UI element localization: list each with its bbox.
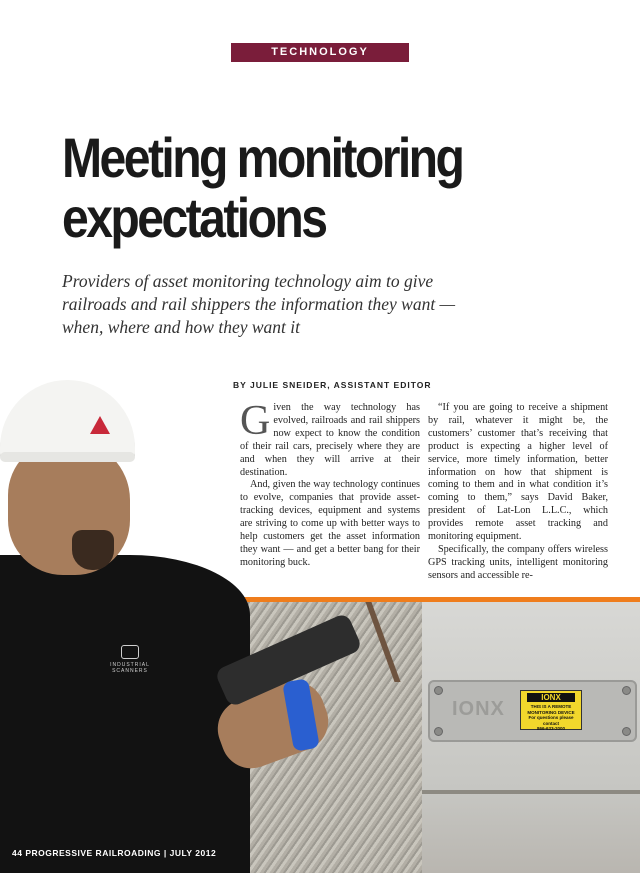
- railcar-seam: [422, 790, 640, 794]
- man-shirt: [0, 555, 250, 873]
- body-column-2: [428, 402, 608, 583]
- dropcap: G: [240, 398, 271, 444]
- section-tag: TECHNOLOGY: [231, 43, 409, 62]
- screw-icon: [622, 686, 631, 695]
- hardhat-brim: [0, 452, 135, 462]
- screw-icon: [622, 727, 631, 736]
- hardhat: [0, 380, 135, 460]
- shirt-logo: INDUSTRIAL SCANNERS: [100, 645, 160, 674]
- body-column-1: [240, 398, 420, 570]
- paragraph: “If you are going to receive a shipment by rail, whatever it might be, the customers’ customer that’s receiving that product is expecting a higher level of service, more timely information, better information on how that shipment is coming to them and in what condition it’s coming to them,” says David Baker, president of Lat-Lon L.L.C., which provides remote asset tracking and monitoring equipment.: [428, 402, 608, 543]
- screw-icon: [434, 686, 443, 695]
- man-goatee: [72, 530, 114, 570]
- shirt-logo-icon: [121, 645, 139, 659]
- device-label: IONX THIS IS A REMOTE MONITORING DEVICE For questions please contact 866-633-2000: [520, 690, 582, 730]
- paragraph: Specifically, the company offers wireless GPS tracking units, intelligent monitoring sensors and accessible re-: [428, 543, 608, 581]
- deck: Providers of asset monitoring technology aim to give railroads and rail shippers the information they want — when, where and how they want it: [62, 271, 456, 337]
- headline: Meeting monitoring expectations: [62, 126, 463, 249]
- monitoring-device: [428, 680, 637, 742]
- byline: BY JULIE SNEIDER, ASSISTANT EDITOR: [233, 380, 432, 390]
- label-logo: IONX: [527, 693, 575, 702]
- paragraph: Given the way technology has evolved, railroads and rail shippers now expect to know the condition of their rail cars, precisely where they are and when they will arrive at their destination.: [240, 398, 420, 478]
- device-brand: IONX: [452, 698, 505, 720]
- paragraph: And, given the way technology continues to evolve, companies that provide asset-tracking devices, equipment and systems are striving to come up with better ways to help customers get the asset information they want — and get a better bang for their monitoring buck.: [240, 479, 420, 568]
- hardhat-logo-icon: [90, 416, 110, 434]
- screw-icon: [434, 727, 443, 736]
- folio: 44 PROGRESSIVE RAILROADING | JULY 2012: [12, 848, 217, 858]
